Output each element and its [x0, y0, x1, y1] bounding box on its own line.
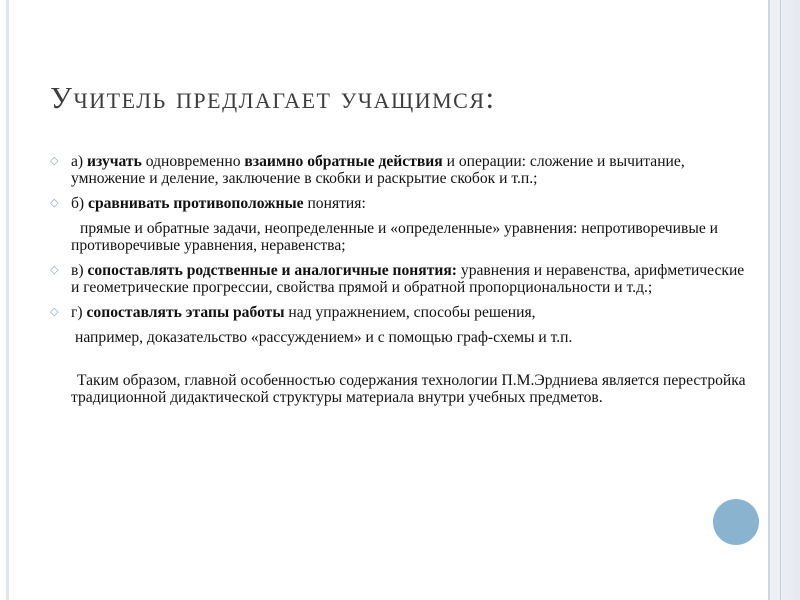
bold-text: сопоставлять родственные и аналогичные понятия: [87, 262, 457, 279]
text-run: в) [71, 262, 88, 279]
circle-decoration [713, 499, 759, 545]
text-run: уравнения и неравенства, арифметические и геометрические прогрессии, свойства прямой и обратной пропорциональности и т.д.; [71, 262, 745, 296]
bullet-item [50, 262, 750, 296]
slide-left-border [6, 0, 9, 600]
text-run: г) [71, 304, 87, 321]
text-paragraph [50, 220, 750, 254]
text-run: и операции: сложение и вычитание, умножение и деление, заключение в скобки и раскрытие скобок и т.п.; [71, 153, 685, 187]
text-paragraph [50, 329, 750, 346]
bullet-item [50, 304, 750, 321]
text-paragraph [50, 372, 750, 406]
paragraph-gap [50, 354, 750, 372]
slide-right-line-inner [780, 0, 781, 600]
text-run: одновременно [141, 153, 245, 170]
text-run: прямые и обратные задачи, неопределенные и «определенные» уравнения: непротиворечивые и противоречивые уравнения, неравенства; [71, 220, 718, 254]
slide-right-bar [770, 0, 800, 600]
bold-text: изучать [87, 153, 142, 170]
text-run: б) [71, 195, 89, 212]
diamond-bullet-icon: ◇ [50, 264, 59, 276]
bullet-item [50, 153, 750, 187]
bold-text: сравнивать противоположные [88, 195, 304, 212]
diamond-bullet-icon: ◇ [50, 306, 59, 318]
text-run: например, доказательство «рассуждением» и с помощью граф-схемы и т.п. [75, 329, 573, 346]
bullet-item [50, 195, 750, 212]
slide-title: Учитель предлагает учащимся: [50, 80, 496, 115]
bold-text: взаимно обратные действия [244, 153, 443, 170]
slide-content [50, 153, 750, 414]
text-run: а) [71, 153, 88, 170]
diamond-bullet-icon: ◇ [50, 155, 59, 167]
diamond-bullet-icon: ◇ [50, 197, 59, 209]
bold-text: сопоставлять этапы работы [86, 304, 285, 321]
text-run: понятия: [303, 195, 366, 212]
text-run: над упражнением, способы решения, [284, 304, 536, 321]
text-run: Таким образом, главной особенностью содержания технологии П.М.Эрдниева является перестройка традиционной дидактической структуры материала внутри учебных предметов. [71, 372, 746, 406]
